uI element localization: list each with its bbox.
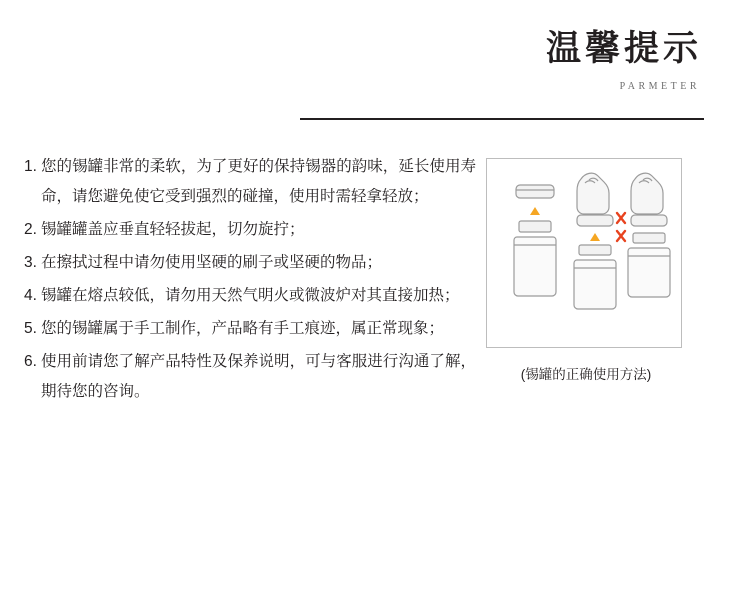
usage-diagram-frame <box>486 158 682 348</box>
usage-figure <box>486 158 686 383</box>
figure-caption: (锡罐的正确使用方法) <box>520 367 652 382</box>
list-item-text: 锡罐罐盖应垂直轻轻拔起，切勿旋拧； <box>41 221 305 238</box>
list-item-text: 在擦拭过程中请勿使用坚硬的刷子或坚硬的物品； <box>41 254 383 271</box>
list-item-text: 锡罐在熔点较低，请勿用天然气明火或微波炉对其直接加热； <box>41 287 460 304</box>
list-item-text: 使用前请您了解产品特性及保养说明，可与客服进行沟通了解，期待您的咨询。 <box>41 353 476 400</box>
header-divider <box>300 118 704 120</box>
list-item <box>24 215 476 245</box>
page-title: 温馨提示 <box>545 29 702 69</box>
list-item-text: 您的锡罐属于手工制作，产品略有手工痕迹，属正常现象； <box>41 320 445 337</box>
list-item-number: 4. <box>24 287 37 304</box>
header <box>262 30 702 92</box>
list-item-number: 2. <box>24 221 37 238</box>
tin-can-usage-diagram-icon <box>487 159 681 347</box>
list-item <box>24 347 476 407</box>
list-item <box>24 152 476 212</box>
list-item <box>24 248 476 278</box>
list-item-text: 您的锡罐非常的柔软，为了更好的保持锡器的韵味，延长使用寿命，请您避免使它受到强烈的碰撞，使用时需轻拿轻放； <box>41 158 476 205</box>
list-item-number: 3. <box>24 254 37 271</box>
list-item-number: 6. <box>24 353 37 370</box>
list-item <box>24 281 476 311</box>
list-item <box>24 314 476 344</box>
list-item-number: 5. <box>24 320 37 337</box>
page-subtitle: PARMETER <box>619 80 700 92</box>
notes-list <box>24 152 476 410</box>
list-item-number: 1. <box>24 158 37 175</box>
